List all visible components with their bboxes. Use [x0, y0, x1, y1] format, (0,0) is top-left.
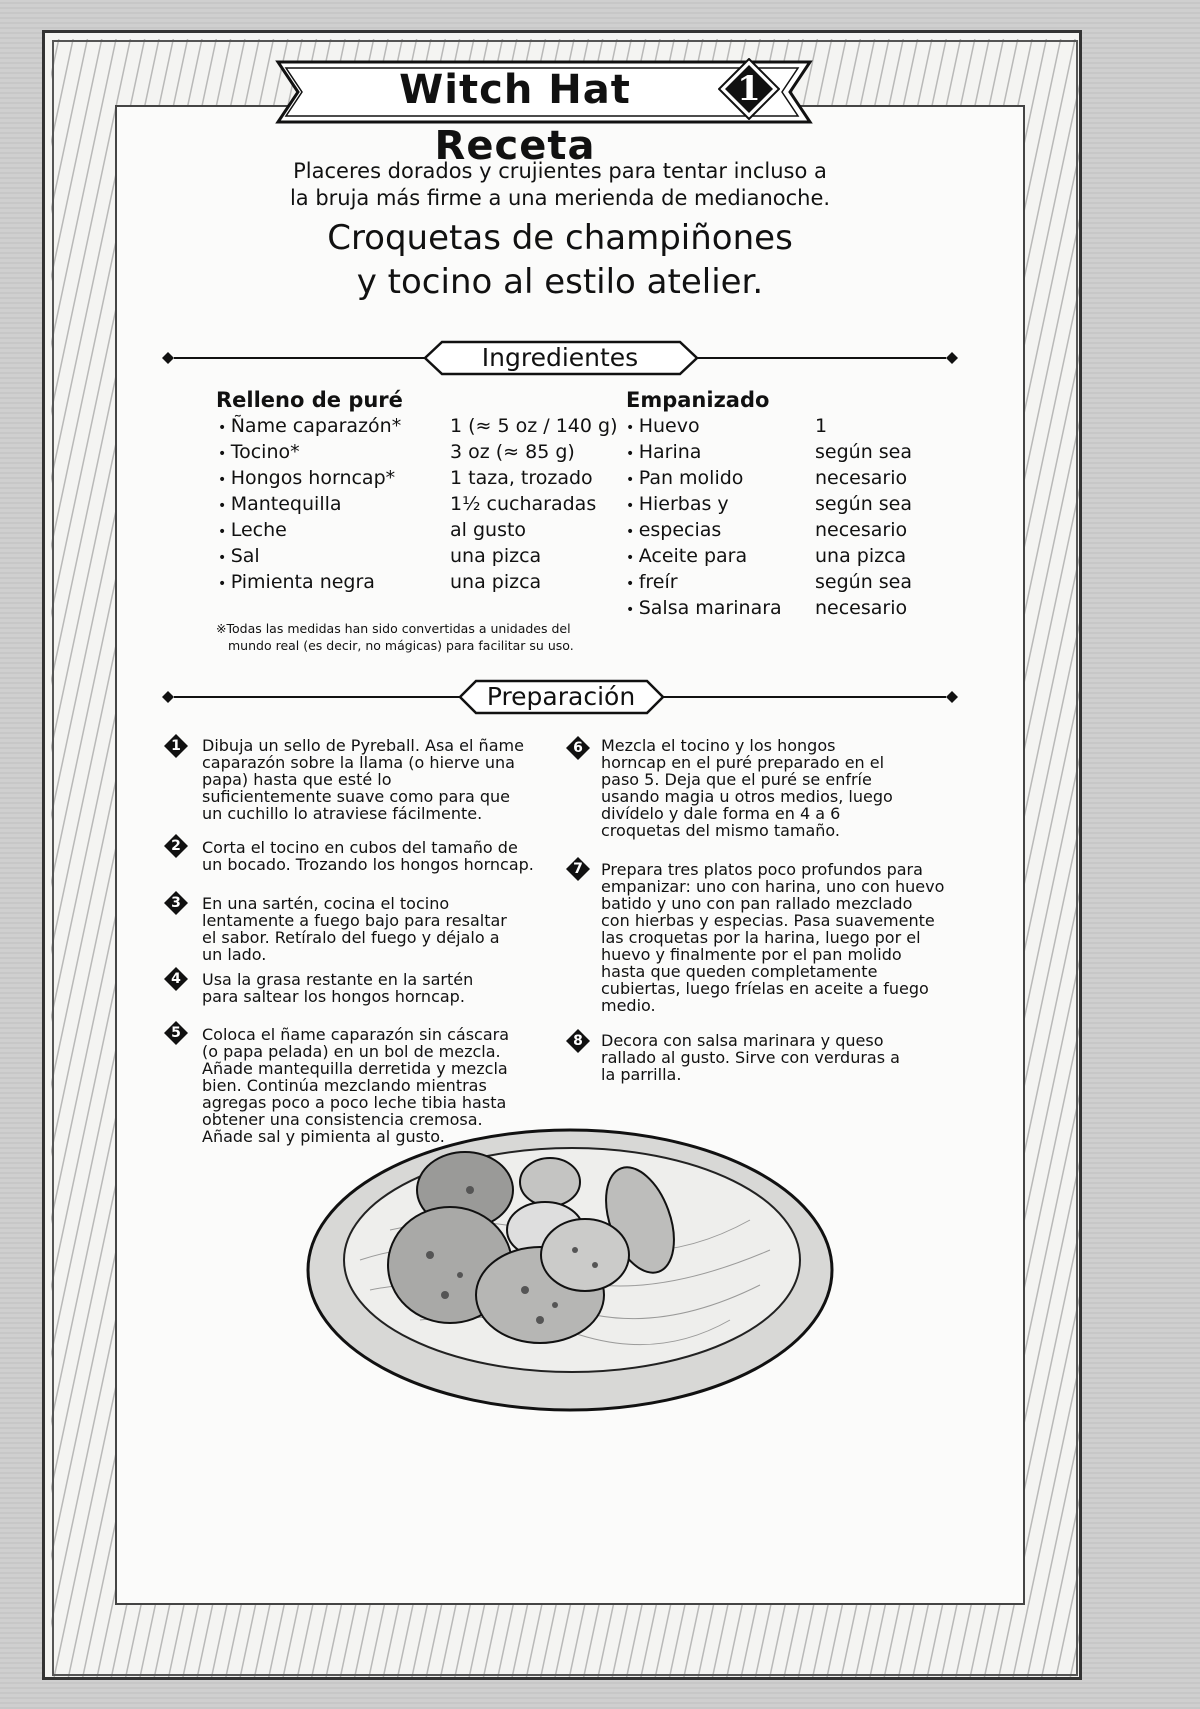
quantity-item: necesario: [815, 467, 908, 489]
ingredient-item: • Ñame caparazón*: [218, 413, 443, 439]
quantity-item: necesario: [815, 519, 908, 541]
dish-name: [230, 216, 890, 304]
step-text: Prepara tres platos poco profundos para empanizar: uno con harina, uno con huevo batido y uno con pan rallado mezclado con hierbas y especias. Pasa suavemente las croquetas por la harina, luego por el huevo y finalmente por el pan molido hasta que queden completamente cubiertas, luego fríelas en aceite a fuego medio.: [601, 860, 945, 1015]
quantity-item: 1: [815, 415, 828, 437]
quantity-item: una pizca: [450, 571, 542, 593]
ingredient-item: • especias: [626, 517, 806, 543]
step-text: Coloca el ñame caparazón sin cáscara (o papa pelada) en un bol de mezcla. Añade mantequilla derretida y mezcla bien. Continúa mezclando mientras agregas poco a poco leche tibia hasta obtener una consistencia cremosa. Añade sal y pimienta al gusto.: [202, 1025, 510, 1146]
step-number-icon: 5: [163, 1020, 189, 1046]
ingredient-item: • Huevo: [626, 413, 806, 439]
filling-ingredient-list: [218, 413, 443, 595]
ingredient-item: • Pimienta negra: [218, 569, 443, 595]
ingredient-item: • Tocino*: [218, 439, 443, 465]
intro-line: la bruja más firme a una merienda de medianoche.: [289, 186, 831, 210]
preparation-heading: Preparación: [486, 682, 636, 711]
ingredient-item: • Harina: [626, 439, 806, 465]
step-number-icon: 8: [565, 1028, 591, 1054]
breading-title: Empanizado: [626, 388, 770, 412]
step-number-icon: 3: [163, 890, 189, 916]
filling-quantity-list: [450, 413, 630, 595]
note-line: mundo real (es decir, no mágicas) para facilitar su uso.: [228, 638, 574, 653]
quantity-item: 1 (≈ 5 oz / 140 g): [450, 415, 618, 437]
step-text: Corta el tocino en cubos del tamaño de un bocado. Trozando los hongos horncap.: [202, 838, 534, 874]
step-number-icon: 7: [565, 856, 591, 882]
step-text: Usa la grasa restante en la sartén para saltear los hongos horncap.: [202, 970, 474, 1006]
ingredients-heading: Ingredientes: [481, 343, 639, 372]
filling-title: Relleno de puré: [216, 388, 403, 412]
quantity-item: una pizca: [815, 545, 907, 567]
intro-line: Placeres dorados y crujientes para tentar incluso a: [293, 159, 827, 183]
ingredient-item: • Leche: [218, 517, 443, 543]
breading-quantity-list: [815, 413, 945, 621]
step-text: Dibuja un sello de Pyreball. Asa el ñame caparazón sobre la llama (o hierve una papa) hasta que esté lo suficientemente suave como para que un cuchillo lo atraviese fácilmente.: [202, 736, 524, 823]
note-line: ※Todas las medidas han sido convertidas a unidades del: [216, 621, 571, 636]
quantity-item: al gusto: [450, 519, 527, 541]
page-title: Witch Hat Receta: [399, 67, 631, 169]
step-text: Mezcla el tocino y los hongos horncap en el puré preparado en el paso 5. Deja que el puré se enfríe usando magia u otros medios, luego divídelo y dale forma en 4 a 6 croquetas del mismo tamaño.: [601, 736, 893, 840]
dish-name-line: Croquetas de champiñones: [327, 218, 793, 258]
step-number-icon: 4: [163, 966, 189, 992]
ingredient-item: • Hongos horncap*: [218, 465, 443, 491]
quantity-item: según sea: [815, 493, 913, 515]
quantity-item: una pizca: [450, 545, 542, 567]
quantity-item: según sea: [815, 571, 913, 593]
ingredient-item: • Pan molido: [626, 465, 806, 491]
step-number-icon: 2: [163, 833, 189, 859]
quantity-item: 1½ cucharadas: [450, 493, 597, 515]
croquettes-plate-illustration: [300, 1120, 840, 1420]
quantity-item: necesario: [815, 597, 908, 619]
ingredient-item: • Mantequilla: [218, 491, 443, 517]
ingredient-item: • Aceite para: [626, 543, 806, 569]
step-text: En una sartén, cocina el tocino lentamente a fuego bajo para resaltar el sabor. Retíralo del fuego y déjalo a un lado.: [202, 894, 507, 964]
ingredient-item: • Hierbas y: [626, 491, 806, 517]
recipe-number: 1: [737, 69, 761, 109]
measurement-note: [216, 620, 636, 654]
dish-name-line: y tocino al estilo atelier.: [356, 262, 764, 302]
quantity-item: 3 oz (≈ 85 g): [450, 441, 575, 463]
quantity-item: según sea: [815, 441, 913, 463]
ingredient-item: • Sal: [218, 543, 443, 569]
ingredient-item: • freír: [626, 569, 806, 595]
ingredient-item: • Salsa marinara: [626, 595, 806, 621]
step-number-icon: 6: [565, 735, 591, 761]
quantity-item: 1 taza, trozado: [450, 467, 593, 489]
step-text: Decora con salsa marinara y queso rallado al gusto. Sirve con verduras a la parrilla.: [601, 1031, 900, 1084]
step-number-icon: 1: [163, 733, 189, 759]
breading-ingredient-list: [626, 413, 806, 621]
intro-text: [230, 158, 890, 212]
